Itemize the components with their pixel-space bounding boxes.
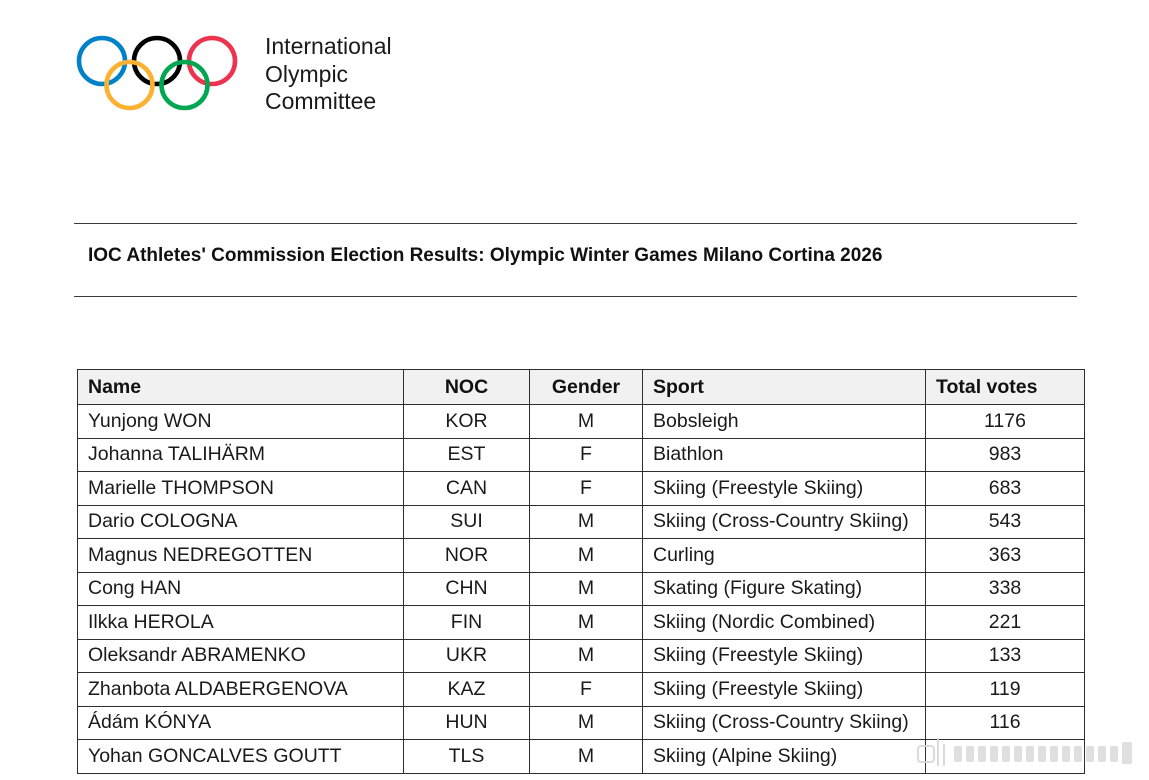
cell-sport: Skiing (Cross-Country Skiing) bbox=[643, 706, 926, 740]
cell-total-votes: 1176 bbox=[926, 405, 1085, 439]
cell-noc: FIN bbox=[404, 606, 530, 640]
table-header-row bbox=[78, 370, 1085, 405]
table-row bbox=[78, 505, 1085, 539]
table-row bbox=[78, 673, 1085, 707]
cell-name: Yunjong WON bbox=[78, 405, 404, 439]
cell-noc: CAN bbox=[404, 472, 530, 506]
cell-total-votes: 683 bbox=[926, 472, 1085, 506]
org-name-line-1: International bbox=[265, 33, 392, 59]
cell-noc: TLS bbox=[404, 740, 530, 774]
header-name: Name bbox=[78, 370, 404, 405]
watermark-logo-icon bbox=[914, 732, 1142, 772]
cell-name: Cong HAN bbox=[78, 572, 404, 606]
table-row bbox=[78, 472, 1085, 506]
cell-sport: Skiing (Nordic Combined) bbox=[643, 606, 926, 640]
ring-green bbox=[162, 62, 208, 108]
table-row bbox=[78, 539, 1085, 573]
cell-name: Zhanbota ALDABERGENOVA bbox=[78, 673, 404, 707]
cell-sport: Skiing (Freestyle Skiing) bbox=[643, 639, 926, 673]
cell-sport: Biathlon bbox=[643, 438, 926, 472]
org-name-line-2: Olympic bbox=[265, 60, 349, 87]
cell-total-votes: 338 bbox=[926, 572, 1085, 606]
cell-gender: F bbox=[530, 673, 643, 707]
cell-name: Yohan GONCALVES GOUTT bbox=[78, 740, 404, 774]
cell-noc: EST bbox=[404, 438, 530, 472]
title-top-rule bbox=[74, 223, 1077, 224]
cell-name: Dario COLOGNA bbox=[78, 505, 404, 539]
ring-blue bbox=[79, 38, 125, 84]
table-row bbox=[78, 639, 1085, 673]
title-bottom-rule bbox=[74, 296, 1077, 297]
table-row bbox=[78, 438, 1085, 472]
cell-noc: UKR bbox=[404, 639, 530, 673]
cell-total-votes: 119 bbox=[926, 673, 1085, 707]
cell-sport: Skiing (Freestyle Skiing) bbox=[643, 472, 926, 506]
cell-total-votes: 221 bbox=[926, 606, 1085, 640]
cell-name: Johanna TALIHÄRM bbox=[78, 438, 404, 472]
org-name-line-3: Committee bbox=[265, 88, 377, 114]
cell-noc: NOR bbox=[404, 539, 530, 573]
cell-gender: F bbox=[530, 472, 643, 506]
cell-gender: M bbox=[530, 639, 643, 673]
cell-noc: SUI bbox=[404, 505, 530, 539]
cell-noc: HUN bbox=[404, 706, 530, 740]
cell-gender: M bbox=[530, 740, 643, 774]
ring-red bbox=[189, 38, 235, 84]
cell-gender: M bbox=[530, 539, 643, 573]
header-sport: Sport bbox=[643, 370, 926, 405]
cell-sport: Skiing (Alpine Skiing) bbox=[643, 740, 926, 774]
cell-name: Magnus NEDREGOTTEN bbox=[78, 539, 404, 573]
cell-total-votes: 543 bbox=[926, 505, 1085, 539]
cell-sport: Skiing (Cross-Country Skiing) bbox=[643, 505, 926, 539]
cell-name: Ádám KÓNYA bbox=[78, 706, 404, 740]
cell-name: Ilkka HEROLA bbox=[78, 606, 404, 640]
cell-gender: M bbox=[530, 606, 643, 640]
olympic-rings-logo bbox=[76, 34, 240, 114]
header-noc: NOC bbox=[404, 370, 530, 405]
cell-total-votes: 983 bbox=[926, 438, 1085, 472]
ring-yellow bbox=[107, 62, 153, 108]
cell-gender: F bbox=[530, 438, 643, 472]
table-row bbox=[78, 405, 1085, 439]
cell-sport: Bobsleigh bbox=[643, 405, 926, 439]
header-total-votes: Total votes bbox=[926, 370, 1085, 405]
table-row bbox=[78, 572, 1085, 606]
cell-noc: KAZ bbox=[404, 673, 530, 707]
document-title: IOC Athletes' Commission Election Results: Olympic Winter Games Milano Cortina 2026 bbox=[88, 245, 883, 266]
cell-sport: Skating (Figure Skating) bbox=[643, 572, 926, 606]
cell-total-votes: 363 bbox=[926, 539, 1085, 573]
org-name bbox=[265, 33, 392, 116]
cell-gender: M bbox=[530, 706, 643, 740]
ring-black bbox=[134, 38, 180, 84]
cell-name: Marielle THOMPSON bbox=[78, 472, 404, 506]
cell-noc: KOR bbox=[404, 405, 530, 439]
cell-name: Oleksandr ABRAMENKO bbox=[78, 639, 404, 673]
cell-noc: CHN bbox=[404, 572, 530, 606]
cell-gender: M bbox=[530, 505, 643, 539]
cell-total-votes: 116 bbox=[926, 706, 1085, 740]
header-gender: Gender bbox=[530, 370, 643, 405]
results-table bbox=[77, 369, 1085, 774]
table-row bbox=[78, 606, 1085, 640]
cell-total-votes: 133 bbox=[926, 639, 1085, 673]
cell-sport: Skiing (Freestyle Skiing) bbox=[643, 673, 926, 707]
cell-gender: M bbox=[530, 572, 643, 606]
cell-gender: M bbox=[530, 405, 643, 439]
cell-sport: Curling bbox=[643, 539, 926, 573]
